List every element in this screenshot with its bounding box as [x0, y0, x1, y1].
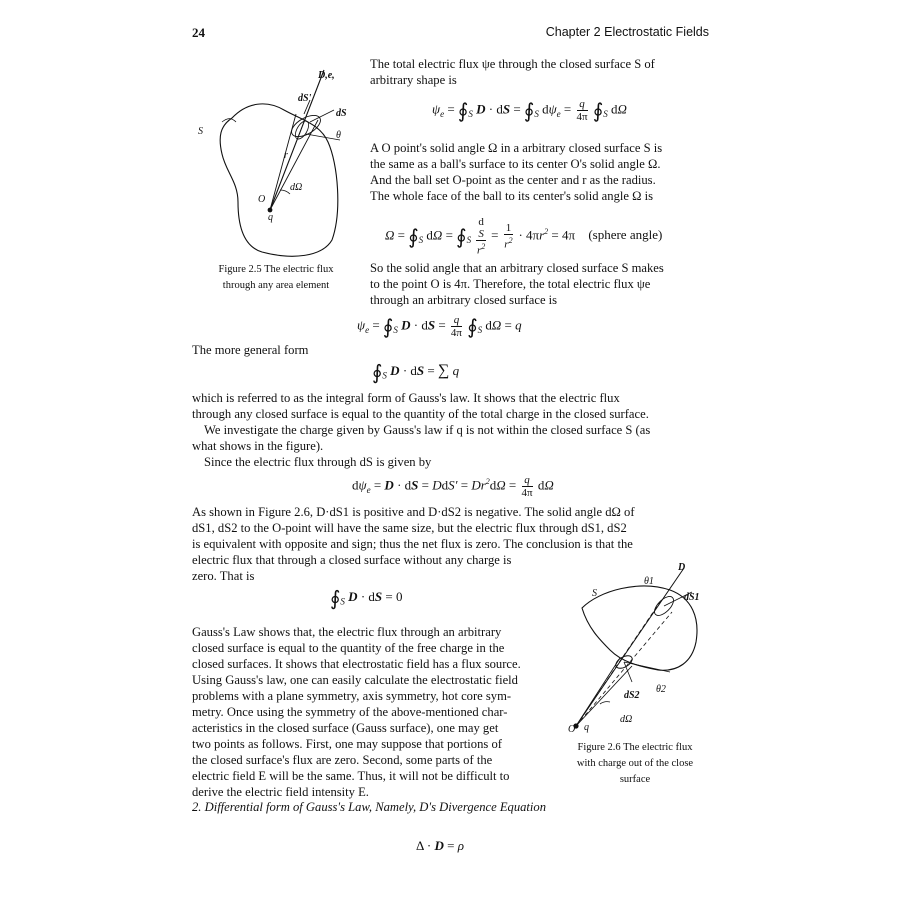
para-line-24: Using Gauss's law, one can easily calculate the electrostatic field [192, 673, 518, 687]
para-line-3: A O point's solid angle Ω in a arbitrary closed surface S is [370, 141, 663, 155]
fig25-label-dSprime: dS' [298, 93, 312, 104]
para-line-17: dS1, dS2 to the O-point will have the same size, but the electric flux through dS1, dS2 [192, 521, 627, 535]
para-line-16: As shown in Figure 2.6, D·dS1 is positive and D·dS2 is negative. The solid angle dΩ of [192, 505, 635, 519]
page-number: 24 [192, 25, 205, 40]
fig25-label-q: q [268, 212, 273, 223]
eq-gauss-integral: $∮_S$ D · dS = ∑ q [372, 362, 460, 384]
eq-solid-angle: $\Omega = ∮_S$ $d\Omega = ∮_S$ d S $r^2$ = $\frac{1}{r^2}$ · $4\pi r^2 = 4\pi$ (sphere angle) [385, 216, 663, 257]
para-line-11: which is referred to as the integral form of Gauss's law. It shows that the electric flux [192, 391, 620, 405]
fig26-label-O: O [568, 724, 576, 735]
fig26-label-theta2: θ2 [656, 684, 666, 695]
para-line-30: electric field E will be the same. Thus, it will not be difficult to [192, 769, 510, 783]
para-line-21: Gauss's Law shows that, the electric flux through an arbitrary [192, 625, 502, 639]
fig26-caption [560, 740, 710, 788]
para-line-18: is equivalent with opposite and sign; thus the net flux is zero. The conclusion is that the [192, 537, 633, 551]
para-line-5: And the ball set O-point as the center and r as the radius. [370, 173, 656, 187]
para-line-31: derive the electric field intensity E. [192, 785, 369, 799]
chapter-title: Chapter 2 Electrostatic Fields [545, 25, 709, 39]
fig26-label-S: S [592, 588, 597, 599]
para-line-13: We investigate the charge given by Gauss's law if q is not within the closed surface S (as [204, 423, 651, 437]
para-line-26: metry. Once using the symmetry of the above-mentioned char- [192, 705, 508, 719]
figure-2-6 [560, 562, 710, 742]
fig25-label-De: D,e, [318, 70, 335, 81]
sphere-angle-note: (sphere angle) [588, 227, 663, 243]
para-line-2: arbitrary shape is [370, 73, 457, 87]
fig26-label-dOmega: dΩ [620, 714, 633, 725]
fig25-label-dOmega: dΩ [290, 182, 303, 193]
para-line-7: So the solid angle that an arbitrary closed surface S makes [370, 261, 664, 275]
eq-divergence: Δ · D = ρ [416, 838, 464, 853]
fig26-label-q: q [584, 722, 589, 733]
para-line-6: The whole face of the ball to its center's solid angle Ω is [370, 189, 654, 203]
para-line-27: acteristics in the closed surface (Gauss surface), one may get [192, 721, 499, 735]
para-line-1: The total electric flux ψe through the closed surface S of [370, 57, 655, 71]
para-line-29: the closed surface's flux are zero. Second, some parts of the [192, 753, 493, 767]
para-line-19: electric flux that through a closed surface without any charge is [192, 553, 512, 567]
fig25-caption-line1: Figure 2.5 The electric flux [218, 264, 334, 275]
para-line-22: closed surface is equal to the quantity of the free charge in the [192, 641, 505, 655]
para-line-28: two points as follows. First, one may suppose that portions of [192, 737, 502, 751]
para-line-14: what shows in the figure). [192, 439, 324, 453]
para-line-12: through any closed surface is equal to the quantity of the total charge in the closed surface. [192, 407, 649, 421]
figure-2-5 [192, 62, 362, 262]
para-line-15: Since the electric flux through dS is given by [204, 455, 432, 469]
fig26-label-theta1: θ1 [644, 576, 654, 587]
fig25-label-r: r [284, 150, 288, 161]
eq-dpsi: $d\psi_e = D$ · dS = $DdS' = Dr^2d\Omega$ = $\frac{q}{4\pi}$ dΩ [352, 474, 554, 499]
fig25-label-S: S [198, 126, 203, 137]
fig25-caption-line2: through any area element [222, 280, 330, 291]
eq-total-flux: $\psi_e$ = $∮_S$ D · dS = $∮_S$ $d\psi_e$ = $\frac{q}{4\pi}$ $∮_S$ dΩ [432, 98, 627, 123]
eq-flux-equals-q: $\psi_e$ = $∮_S$ D · dS = $\frac{q}{4\pi}$ $∮_S$ dΩ = q [357, 314, 522, 339]
para-line-9: through an arbitrary closed surface is [370, 293, 558, 307]
fig25-label-theta: θ [336, 130, 341, 141]
fig25-label-O: O [258, 194, 266, 205]
fig25-caption [196, 262, 356, 294]
para-line-23: closed surfaces. It shows that electrostatic field has a flux source. [192, 657, 521, 671]
fig26-label-dS2: dS2 [624, 690, 640, 701]
fig26-label-D: D [678, 562, 686, 573]
fig26-caption-line2: with charge out of the close [576, 758, 694, 769]
para-line-25: problems with a plane symmetry, axis symmetry, hot core sym- [192, 689, 512, 703]
fig26-label-dS1: dS1 [684, 592, 700, 603]
para-line-20: zero. That is [192, 569, 255, 583]
para-line-10: The more general form [192, 343, 309, 357]
para-line-4: the same as a ball's surface to its center O's solid angle Ω. [370, 157, 661, 171]
fig26-caption-line3: surface [619, 774, 651, 785]
para-line-8: to the point O is 4π. Therefore, the total electric flux ψe [370, 277, 651, 291]
eq-flux-zero: $∮_S$ D · dS = 0 [330, 588, 403, 610]
fig26-caption-line1: Figure 2.6 The electric flux [577, 742, 693, 753]
section-heading: 2. Differential form of Gauss's Law, Namely, D's Divergence Equation [192, 800, 547, 814]
fig25-label-dS: dS [336, 108, 347, 119]
